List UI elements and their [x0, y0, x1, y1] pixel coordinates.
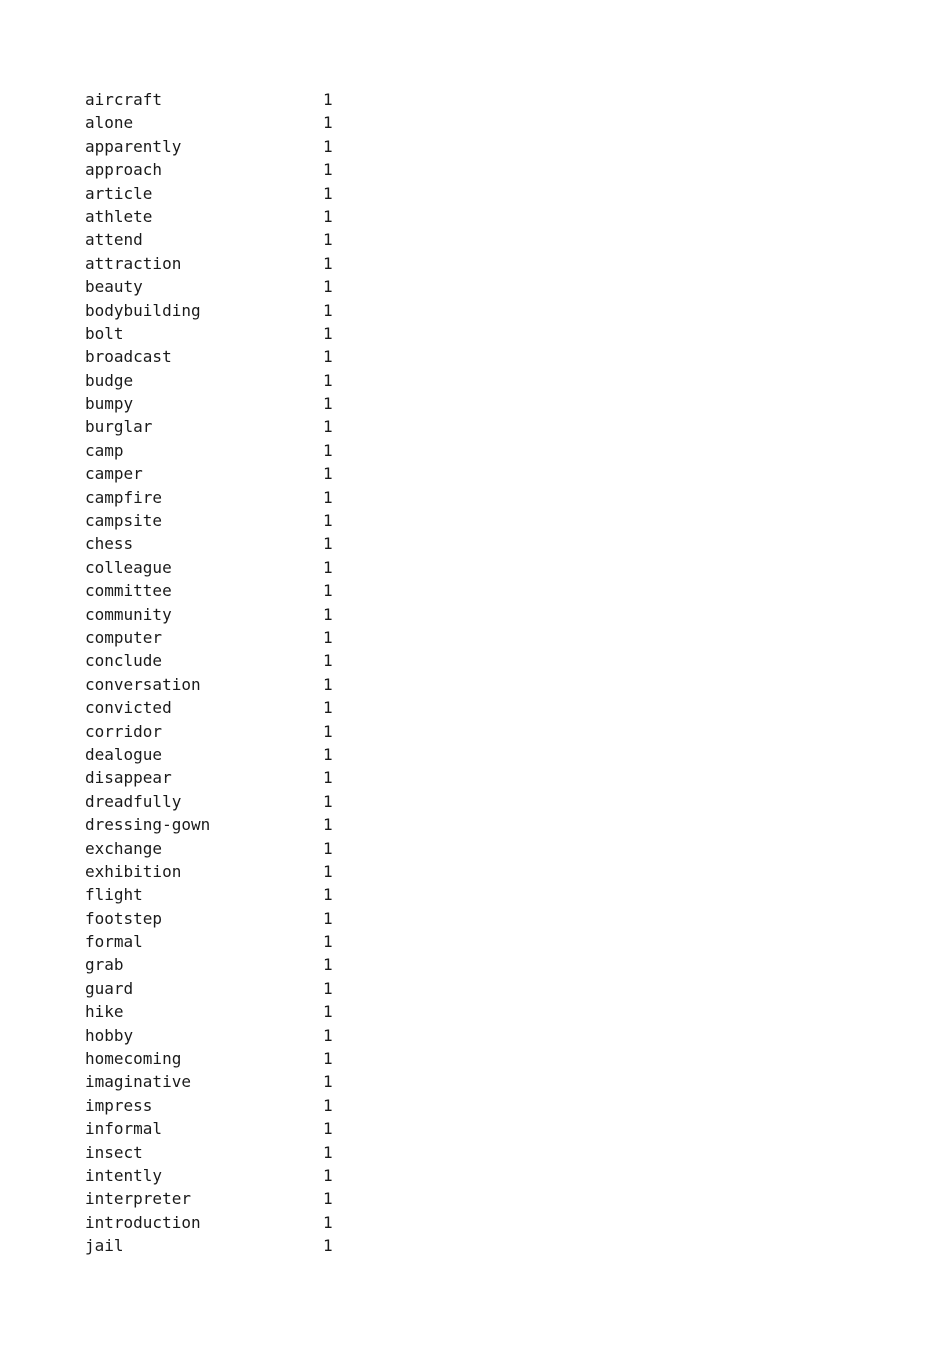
count-cell: 1	[323, 487, 333, 507]
count-cell: 1	[323, 464, 333, 484]
count-cell: 1	[323, 1236, 333, 1256]
word-cell: corridor	[85, 721, 163, 741]
word-cell: conclude	[85, 651, 163, 671]
word-cell: intently	[85, 1165, 163, 1185]
table-row	[85, 439, 345, 462]
table-row	[85, 299, 345, 322]
count-cell: 1	[323, 932, 333, 952]
table-row	[85, 953, 345, 976]
word-cell: hobby	[85, 1025, 134, 1045]
word-cell: attend	[85, 230, 143, 250]
table-row	[85, 1094, 345, 1117]
count-cell: 1	[323, 370, 333, 390]
table-row	[85, 111, 345, 134]
word-cell: dreadfully	[85, 791, 182, 811]
count-cell: 1	[323, 1095, 333, 1115]
table-row	[85, 860, 345, 883]
table-row	[85, 837, 345, 860]
table-row	[85, 720, 345, 743]
table-row	[85, 1024, 345, 1047]
word-cell: bodybuilding	[85, 300, 201, 320]
word-cell: broadcast	[85, 347, 172, 367]
table-row	[85, 907, 345, 930]
table-row	[85, 532, 345, 555]
word-cell: formal	[85, 932, 143, 952]
word-count-table	[85, 88, 345, 1258]
table-row	[85, 369, 345, 392]
table-row	[85, 696, 345, 719]
word-cell: imaginative	[85, 1072, 191, 1092]
count-cell: 1	[323, 721, 333, 741]
word-cell: interpreter	[85, 1189, 191, 1209]
table-row	[85, 135, 345, 158]
table-row	[85, 275, 345, 298]
table-row	[85, 930, 345, 953]
table-row	[85, 1234, 345, 1257]
word-cell: committee	[85, 581, 172, 601]
count-cell: 1	[323, 90, 333, 109]
table-row	[85, 182, 345, 205]
table-row	[85, 1187, 345, 1210]
count-cell: 1	[323, 160, 333, 180]
table-row	[85, 1047, 345, 1070]
table-row	[85, 158, 345, 181]
word-cell: bolt	[85, 323, 124, 343]
count-cell: 1	[323, 698, 333, 718]
table-row	[85, 766, 345, 789]
word-cell: exhibition	[85, 861, 182, 881]
count-cell: 1	[323, 557, 333, 577]
table-row	[85, 649, 345, 672]
count-cell: 1	[323, 1072, 333, 1092]
table-row	[85, 392, 345, 415]
table-row	[85, 743, 345, 766]
word-cell: convicted	[85, 698, 172, 718]
word-cell: camper	[85, 464, 143, 484]
count-cell: 1	[323, 674, 333, 694]
word-cell: beauty	[85, 277, 143, 297]
table-row	[85, 673, 345, 696]
word-cell: campsite	[85, 511, 163, 531]
word-cell: conversation	[85, 674, 201, 694]
word-cell: dressing-gown	[85, 815, 211, 835]
word-cell: dealogue	[85, 744, 163, 764]
word-cell: introduction	[85, 1212, 201, 1232]
count-cell: 1	[323, 440, 333, 460]
word-cell: colleague	[85, 557, 172, 577]
word-cell: burglar	[85, 417, 153, 437]
count-cell: 1	[323, 1142, 333, 1162]
count-cell: 1	[323, 791, 333, 811]
count-cell: 1	[323, 323, 333, 343]
count-cell: 1	[323, 1025, 333, 1045]
word-cell: aircraft	[85, 90, 163, 109]
word-cell: hike	[85, 1002, 124, 1022]
table-row	[85, 813, 345, 836]
count-cell: 1	[323, 955, 333, 975]
count-cell: 1	[323, 206, 333, 226]
count-cell: 1	[323, 136, 333, 156]
table-row	[85, 1117, 345, 1140]
table-row	[85, 579, 345, 602]
count-cell: 1	[323, 394, 333, 414]
table-row	[85, 252, 345, 275]
count-cell: 1	[323, 347, 333, 367]
table-row	[85, 1164, 345, 1187]
count-cell: 1	[323, 1212, 333, 1232]
word-cell: informal	[85, 1119, 163, 1139]
count-cell: 1	[323, 1119, 333, 1139]
count-cell: 1	[323, 277, 333, 297]
word-cell: community	[85, 604, 172, 624]
table-row	[85, 322, 345, 345]
table-row	[85, 462, 345, 485]
word-cell: impress	[85, 1095, 153, 1115]
count-cell: 1	[323, 838, 333, 858]
table-row	[85, 977, 345, 1000]
count-cell: 1	[323, 511, 333, 531]
table-row	[85, 205, 345, 228]
word-cell: athlete	[85, 206, 153, 226]
table-row	[85, 603, 345, 626]
table-row	[85, 556, 345, 579]
word-cell: campfire	[85, 487, 163, 507]
word-cell: bumpy	[85, 394, 134, 414]
word-cell: jail	[85, 1236, 124, 1256]
table-row	[85, 1141, 345, 1164]
count-cell: 1	[323, 417, 333, 437]
count-cell: 1	[323, 651, 333, 671]
table-row	[85, 1211, 345, 1234]
table-row	[85, 790, 345, 813]
count-cell: 1	[323, 1049, 333, 1069]
count-cell: 1	[323, 768, 333, 788]
word-cell: budge	[85, 370, 134, 390]
table-row	[85, 883, 345, 906]
word-cell: approach	[85, 160, 163, 180]
table-row	[85, 1070, 345, 1093]
word-cell: grab	[85, 955, 124, 975]
count-cell: 1	[323, 815, 333, 835]
table-row	[85, 509, 345, 532]
word-cell: disappear	[85, 768, 172, 788]
table-row	[85, 415, 345, 438]
count-cell: 1	[323, 581, 333, 601]
word-cell: insect	[85, 1142, 143, 1162]
count-cell: 1	[323, 861, 333, 881]
word-cell: flight	[85, 885, 143, 905]
table-row	[85, 626, 345, 649]
count-cell: 1	[323, 604, 333, 624]
word-cell: chess	[85, 534, 134, 554]
count-cell: 1	[323, 744, 333, 764]
count-cell: 1	[323, 230, 333, 250]
count-cell: 1	[323, 1189, 333, 1209]
count-cell: 1	[323, 1165, 333, 1185]
word-cell: alone	[85, 113, 134, 133]
word-cell: guard	[85, 978, 134, 998]
word-cell: computer	[85, 627, 163, 647]
count-cell: 1	[323, 885, 333, 905]
word-cell: attraction	[85, 253, 182, 273]
count-cell: 1	[323, 183, 333, 203]
count-cell: 1	[323, 534, 333, 554]
count-cell: 1	[323, 300, 333, 320]
count-cell: 1	[323, 253, 333, 273]
word-cell: apparently	[85, 136, 182, 156]
count-cell: 1	[323, 113, 333, 133]
count-cell: 1	[323, 978, 333, 998]
table-row	[85, 1000, 345, 1023]
word-cell: exchange	[85, 838, 163, 858]
word-cell: article	[85, 183, 153, 203]
table-row	[85, 486, 345, 509]
word-cell: camp	[85, 440, 124, 460]
count-cell: 1	[323, 627, 333, 647]
table-row	[85, 88, 345, 111]
count-cell: 1	[323, 908, 333, 928]
word-cell: footstep	[85, 908, 163, 928]
table-row	[85, 228, 345, 251]
count-cell: 1	[323, 1002, 333, 1022]
table-row	[85, 345, 345, 368]
word-cell: homecoming	[85, 1049, 182, 1069]
